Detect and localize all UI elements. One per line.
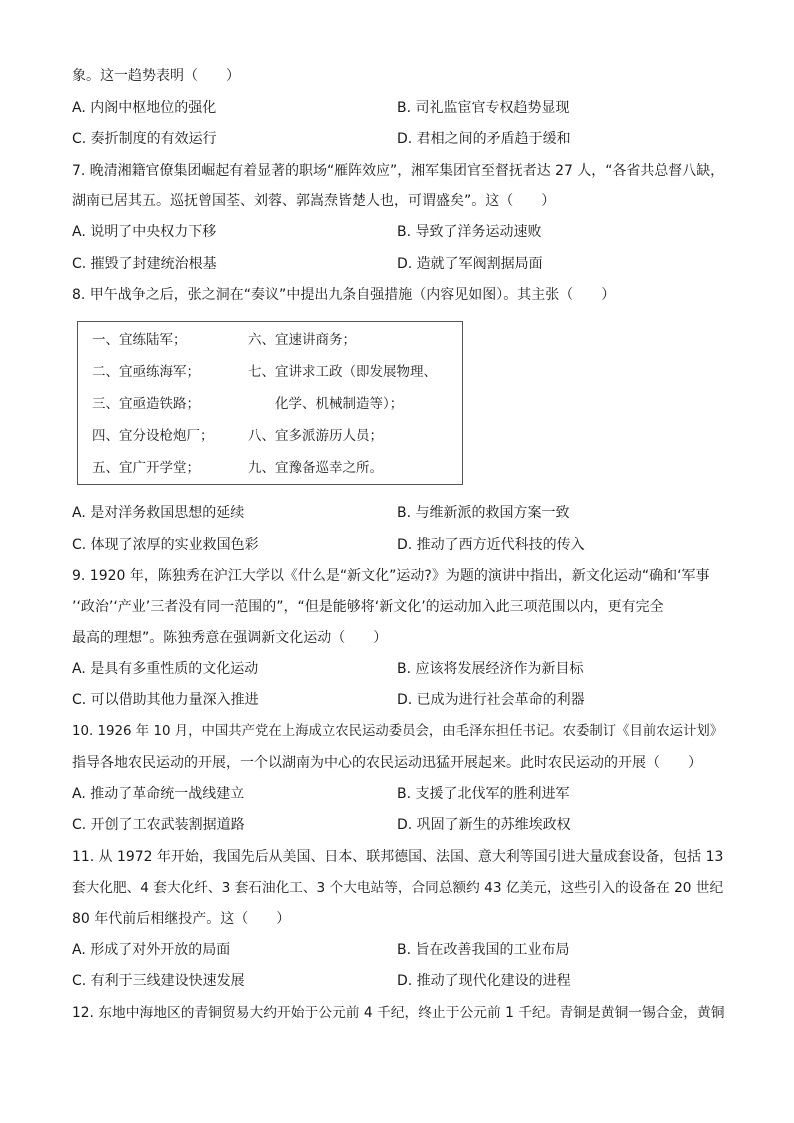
q11-stem-line1: 11. 从 1972 年开始，我国先后从美国、日本、联邦德国、法国、意大利等国引进大量成套设备，包括 13 bbox=[72, 849, 724, 865]
q8-measure-2: 二、宜亟练海军； bbox=[92, 364, 200, 380]
q11-stem-line2: 套大化肥、4 套大化纤、3 套石油化工、3 个大电站等，合同总额约 43 亿美元，这些引入的设备在 20 世纪 bbox=[72, 880, 724, 896]
q9-option-c[interactable]: C. 可以借助其他力量深入推进 bbox=[72, 692, 259, 708]
q10-stem-line1: 10. 1926 年 10 月，中国共产党在上海成立农民运动委员会，由毛泽东担任书记。农委制订《目前农运计划》 bbox=[72, 724, 724, 739]
q10-option-a[interactable]: A. 推动了革命统一战线建立 bbox=[72, 786, 245, 802]
q8-measures-box bbox=[77, 321, 463, 485]
q8-measure-4: 四、宜分设枪炮厂； bbox=[92, 428, 214, 444]
q8-measure-7-cont: 化学、机械制造等）； bbox=[275, 396, 404, 412]
q8-measure-9: 九、宜豫备巡幸之所。 bbox=[248, 460, 383, 476]
q10-option-d[interactable]: D. 巩固了新生的苏维埃政权 bbox=[397, 817, 571, 833]
q8-measure-8: 八、宜多派游历人员； bbox=[248, 428, 383, 444]
q8-option-d[interactable]: D. 推动了西方近代科技的传入 bbox=[397, 537, 585, 553]
q9-option-b[interactable]: B. 应该将发展经济作为新目标 bbox=[397, 661, 584, 677]
q7-stem-line2: 湖南已居其五。巡抚曾国荃、刘蓉、郭嵩焘皆楚人也，可谓盛矣”。这（ ） bbox=[72, 193, 556, 209]
q6-stem-tail: 象。这一趋势表明（ ） bbox=[72, 68, 240, 84]
q7-option-a[interactable]: A. 说明了中央权力下移 bbox=[72, 224, 217, 240]
q8-option-b[interactable]: B. 与维新派的救国方案一致 bbox=[397, 505, 570, 521]
q9-stem-line2: ’‘政治’‘产业’三者没有同一范围的”，“但是能够将‘新文化’的运动加入此三项范围以内，更有完全 bbox=[72, 599, 664, 615]
q9-stem-line1: 9. 1920 年，陈独秀在沪江大学以《什么是“新文化”运动?》为题的演讲中指出，新文化运动“确和‘军事 bbox=[72, 568, 710, 584]
q7-stem-line1: 7. 晚清湘籍官僚集团崛起有着显著的职场“雁阵效应”，湘军集团官至督抚者达 27 人，“各省共总督八缺， bbox=[72, 163, 725, 179]
q8-measure-1: 一、宜练陆军； bbox=[92, 332, 187, 348]
q8-measure-7: 七、宜讲求工政（即发展物理、 bbox=[248, 364, 437, 380]
q9-option-a[interactable]: A. 是具有多重性质的文化运动 bbox=[72, 661, 259, 677]
q10-option-c[interactable]: C. 开创了工农武装割据道路 bbox=[72, 817, 245, 833]
q10-stem-line2: 指导各地农民运动的开展，一个以湖南为中心的农民运动迅猛开展起来。此时农民运动的开展（ ） bbox=[72, 755, 702, 771]
q9-option-d[interactable]: D. 已成为进行社会革命的利器 bbox=[397, 692, 585, 708]
q8-measure-5: 五、宜广开学堂； bbox=[92, 460, 200, 476]
q6-option-a[interactable]: A. 内阁中枢地位的强化 bbox=[72, 100, 217, 116]
q10-option-b[interactable]: B. 支援了北伐军的胜利进军 bbox=[397, 786, 570, 802]
q11-option-c[interactable]: C. 有利于三线建设快速发展 bbox=[72, 973, 245, 989]
q11-option-b[interactable]: B. 旨在改善我国的工业布局 bbox=[397, 942, 570, 958]
q11-option-a[interactable]: A. 形成了对外开放的局面 bbox=[72, 942, 231, 958]
q6-option-c[interactable]: C. 奏折制度的有效运行 bbox=[72, 131, 217, 147]
q7-option-c[interactable]: C. 摧毁了封建统治根基 bbox=[72, 256, 217, 272]
q8-measure-3: 三、宜亟造铁路； bbox=[92, 396, 200, 412]
q8-option-a[interactable]: A. 是对洋务救国思想的延续 bbox=[72, 505, 245, 521]
q7-option-b[interactable]: B. 导致了洋务运动速败 bbox=[397, 224, 542, 240]
q8-stem-line1: 8. 甲午战争之后，张之洞在“奏议”中提出九条自强措施（内容见如图）。其主张（ ） bbox=[72, 287, 616, 303]
q11-stem-line3: 80 年代前后相继投产。这（ ） bbox=[72, 911, 291, 927]
q8-option-c[interactable]: C. 体现了浓厚的实业救国色彩 bbox=[72, 537, 259, 553]
q12-stem-line1: 12. 东地中海地区的青铜贸易大约开始于公元前 4 千纪，终止于公元前 1 千纪。青铜是黄铜一锡合金，黄铜 bbox=[72, 1005, 725, 1021]
q6-option-b[interactable]: B. 司礼监宦官专权趋势显现 bbox=[397, 100, 570, 116]
q9-stem-line3: 最高的理想”。陈独秀意在强调新文化运动（ ） bbox=[72, 630, 388, 646]
q11-option-d[interactable]: D. 推动了现代化建设的进程 bbox=[397, 973, 571, 989]
q6-option-d[interactable]: D. 君相之间的矛盾趋于缓和 bbox=[397, 131, 571, 147]
q7-option-d[interactable]: D. 造就了军阀割据局面 bbox=[397, 256, 543, 272]
q8-measure-6: 六、宜速讲商务； bbox=[248, 332, 356, 348]
